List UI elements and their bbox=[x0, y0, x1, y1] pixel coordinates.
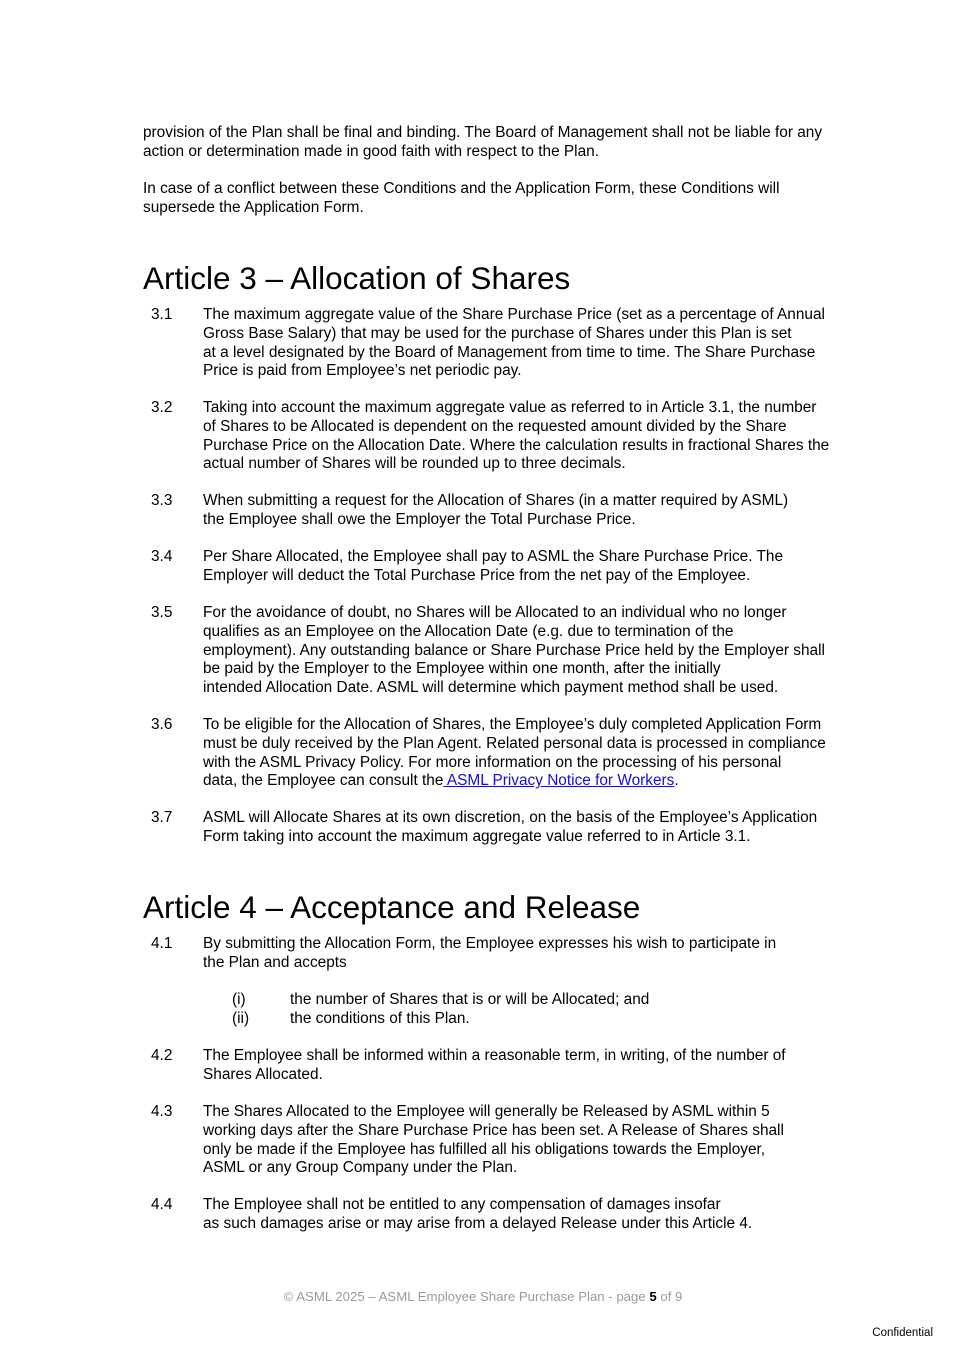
clause-number: 4.1 bbox=[151, 935, 173, 952]
clause-text: ASML will Allocate Shares at its own discretion, on the basis of the Employee’s Application Form taking into account the maximum aggregate value referred to in Article 3.1. bbox=[203, 809, 818, 845]
clause-number: 3.1 bbox=[151, 306, 173, 323]
clause-number: 3.4 bbox=[151, 548, 173, 565]
clause-text: To be eligible for the Allocation of Shares, the Employee’s duly completed Application Form must be duly received by the Plan Agent. Related personal data is processed in compliance with the ASML Privacy Policy. For more information on the processing of his personal data, the Employee can consult the ASML Privacy Notice for Workers. bbox=[203, 716, 826, 790]
privacy-notice-link[interactable]: ASML Privacy Notice for Workers bbox=[443, 772, 675, 790]
page-number: 5 bbox=[649, 1289, 657, 1304]
clause-text: Taking into account the maximum aggregate value as referred to in Article 3.1, the number of Shares to be Allocated is dependent on the requested amount divided by the Share Purchase Price on the Allocation Date. Where the calculation results in fractional Shares the actual number of Shares will be rounded up to three decimals. bbox=[203, 399, 830, 473]
clause-number: 3.5 bbox=[151, 604, 173, 621]
confidential-label: Confidential bbox=[872, 1327, 933, 1339]
sublist-number: (ii) bbox=[232, 1010, 250, 1027]
clause-number: 3.2 bbox=[151, 399, 173, 416]
clause-number: 4.4 bbox=[151, 1196, 173, 1213]
sublist-text: the conditions of this Plan. bbox=[290, 1010, 470, 1027]
intro-paragraph-2: In case of a conflict between these Conditions and the Application Form, these Conditions will supersede the Application Form. bbox=[143, 180, 780, 216]
clause-number: 3.6 bbox=[151, 716, 173, 733]
clause-text: The Employee shall not be entitled to any compensation of damages insofar as such damages arise or may arise from a delayed Release under this Article 4. bbox=[203, 1196, 753, 1232]
clause-text: Per Share Allocated, the Employee shall pay to ASML the Share Purchase Price. The Employer will deduct the Total Purchase Price from the net pay of the Employee. bbox=[203, 548, 784, 584]
clause-text: By submitting the Allocation Form, the Employee expresses his wish to participate in the Plan and accepts bbox=[203, 935, 777, 971]
clause-text: For the avoidance of doubt, no Shares will be Allocated to an individual who no longer qualifies as an Employee on the Allocation Date (e.g. due to termination of the employment). Any outstanding balance or Share Purchase Price held by the Employer shall be paid by the Employer to the Employee within one month, after the initially intended Allocation Date. ASML will determine which payment method shall be used. bbox=[203, 604, 825, 697]
sublist-number: (i) bbox=[232, 991, 246, 1008]
intro-paragraph-1: provision of the Plan shall be final and binding. The Board of Management shall not be liable for any action or determination made in good faith with respect to the Plan. bbox=[143, 124, 823, 160]
sublist-text: the number of Shares that is or will be Allocated; and bbox=[290, 991, 650, 1008]
clause-number: 3.7 bbox=[151, 809, 173, 826]
clause-text: The maximum aggregate value of the Share Purchase Price (set as a percentage of Annual Gross Base Salary) that may be used for the purchase of Shares under this Plan is set at a level designated by the Board of Management from time to time. The Share Purchase Price is paid from Employee’s net periodic pay. bbox=[203, 306, 825, 380]
page-footer: © ASML 2025 – ASML Employee Share Purchase Plan - page 5 of 9 bbox=[283, 1289, 683, 1304]
clause-text: The Employee shall be informed within a reasonable term, in writing, of the number of Shares Allocated. bbox=[203, 1047, 786, 1083]
article-3-heading: Article 3 – Allocation of Shares bbox=[143, 260, 571, 296]
article-4-heading: Article 4 – Acceptance and Release bbox=[143, 889, 641, 925]
clause-number: 4.3 bbox=[151, 1103, 173, 1120]
clause-number: 3.3 bbox=[151, 492, 173, 509]
clause-text: When submitting a request for the Allocation of Shares (in a matter required by ASML) the Employee shall owe the Employer the Total Purchase Price. bbox=[203, 492, 789, 528]
clause-text: The Shares Allocated to the Employee will generally be Released by ASML within 5 working days after the Share Purchase Price has been set. A Release of Shares shall only be made if the Employee has fulfilled all his obligations towards the Employer, ASML or any Group Company under the Plan. bbox=[203, 1103, 784, 1177]
clause-number: 4.2 bbox=[151, 1047, 173, 1064]
